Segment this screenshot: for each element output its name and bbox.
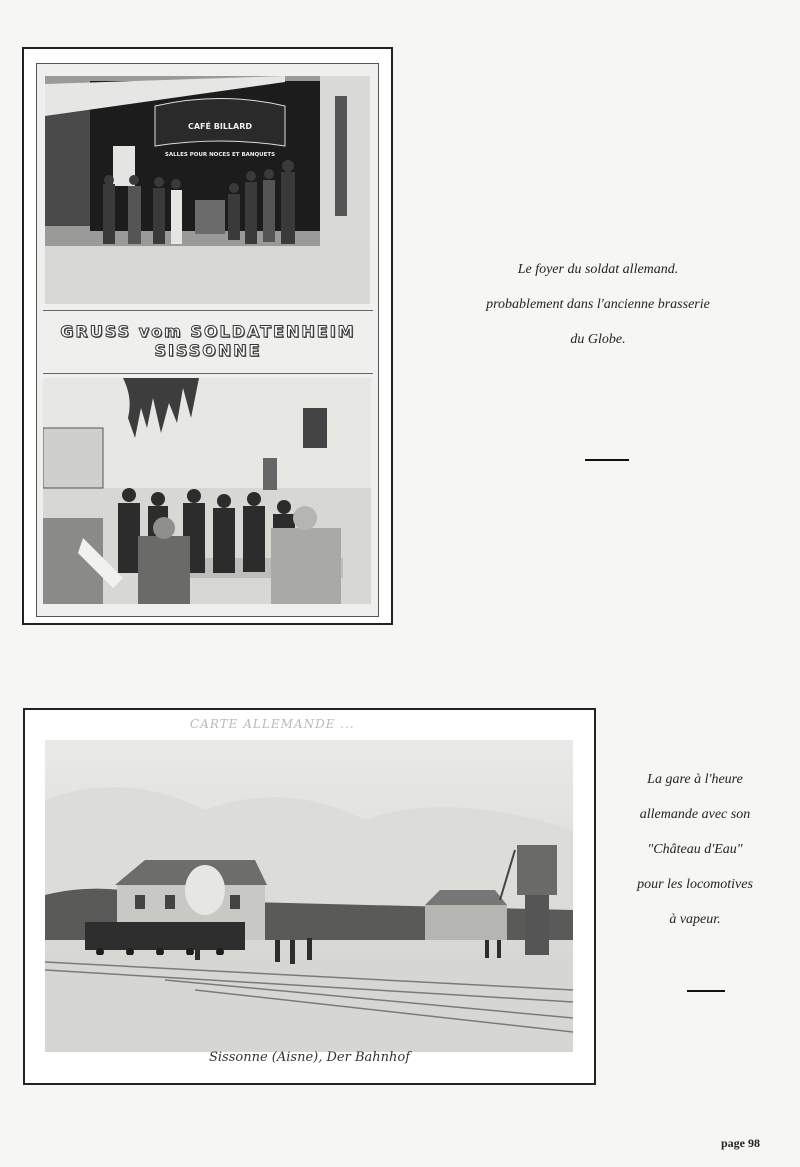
pencil-annotation: CARTE ALLEMANDE ... bbox=[190, 717, 355, 731]
separator-rule bbox=[585, 459, 629, 461]
greeting-banner bbox=[43, 310, 373, 374]
caption-line: Le foyer du soldat allemand. bbox=[517, 262, 679, 277]
greeting-banner-line1: GRUSS vom SOLDATENHEIM bbox=[60, 322, 356, 341]
caption-line: La gare à l'heure bbox=[647, 772, 743, 787]
caption-line: "Château d'Eau" bbox=[647, 842, 743, 857]
caption-line: probablement dans l'ancienne brasserie bbox=[486, 297, 710, 312]
cafe-sign-subtext: SALLES POUR NOCES ET BANQUETS bbox=[164, 152, 276, 158]
caption-line: du Globe. bbox=[570, 332, 626, 347]
caption-station bbox=[600, 762, 790, 937]
separator-rule bbox=[687, 990, 725, 992]
postcard-soldatenheim bbox=[22, 47, 393, 625]
greeting-banner-line2: SISSONNE bbox=[154, 341, 262, 360]
caption-line: allemande avec son bbox=[639, 807, 751, 822]
postcard-station-inner bbox=[45, 740, 573, 1052]
postcard-station bbox=[23, 708, 596, 1085]
caption-line: pour les locomotives bbox=[637, 877, 753, 892]
cafe-storefront-photo bbox=[45, 76, 370, 304]
railway-station-photo bbox=[45, 740, 573, 1052]
postcard-soldatenheim-inner bbox=[36, 63, 379, 617]
cafe-sign-text: CAFÉ BILLARD bbox=[187, 122, 253, 131]
soldiers-room-photo bbox=[43, 378, 371, 604]
station-printed-caption: Sissonne (Aisne), Der Bahnhof bbox=[208, 1050, 411, 1065]
caption-line: à vapeur. bbox=[669, 912, 721, 927]
caption-soldatenheim bbox=[458, 252, 738, 357]
page-number: page 98 bbox=[721, 1136, 760, 1150]
